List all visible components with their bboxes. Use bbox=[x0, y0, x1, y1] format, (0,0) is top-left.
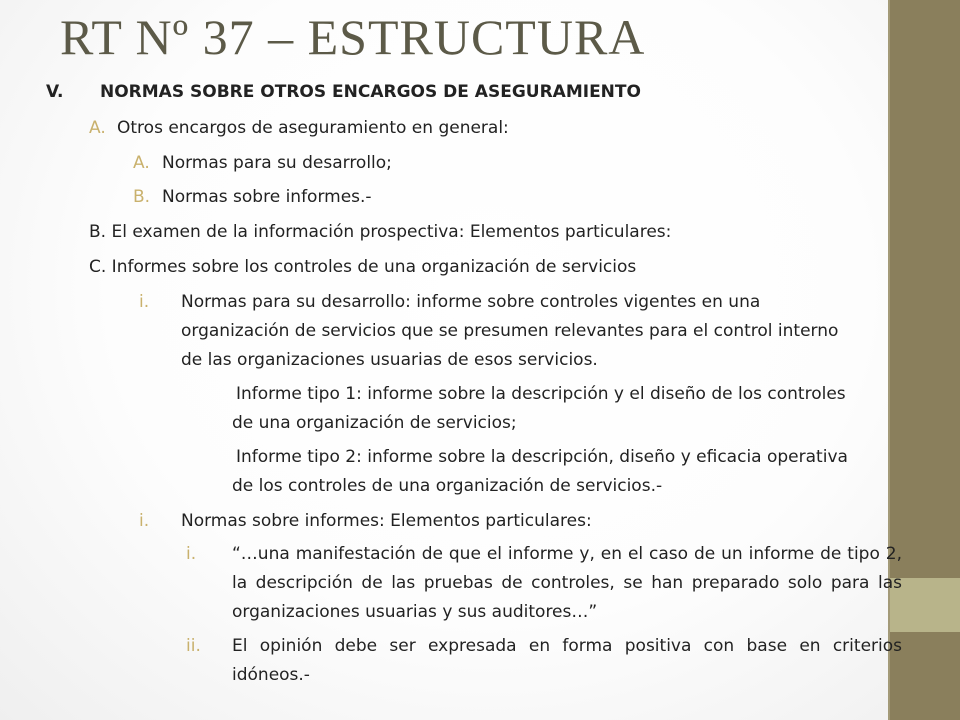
item-c-sub2-text: Normas sobre informes: Elementos particulares: bbox=[181, 511, 592, 531]
point-marker: i. bbox=[186, 544, 197, 564]
point-text: El opinión debe ser expresada en forma positiva con base en criterios idóneos.- bbox=[232, 636, 902, 685]
item-a-sub-marker: A. bbox=[133, 153, 150, 173]
informe-tipo-1: Informe tipo 1: informe sobre la descripción y el diseño de los controles de una organización de servicios; bbox=[232, 384, 846, 433]
slide-title: RT Nº 37 – ESTRUCTURA bbox=[60, 9, 646, 65]
item-c-sub1-text: Normas para su desarrollo: informe sobre controles vigentes en una organización de servicios que se presumen relevantes para el control interno de las organizaciones usuarias de esos servicios. bbox=[181, 292, 839, 370]
section-heading: NORMAS SOBRE OTROS ENCARGOS DE ASEGURAMIENTO bbox=[100, 82, 641, 102]
point-text: “…una manifestación de que el informe y, en el caso de un informe de tipo 2, la descripción de las pruebas de controles, se han preparado solo para las organizaciones usuarias y sus auditores…” bbox=[232, 544, 902, 622]
section-marker: V. bbox=[46, 82, 64, 102]
item-c-sub1-marker: i. bbox=[139, 292, 150, 312]
item-a-text: Otros encargos de aseguramiento en general: bbox=[117, 118, 509, 138]
item-a-sub-text: Normas para su desarrollo; bbox=[162, 153, 392, 173]
item-c-sub2-marker: i. bbox=[139, 511, 150, 531]
point-marker: ii. bbox=[186, 636, 201, 656]
item-a-marker: A. bbox=[89, 118, 106, 138]
item-c-text: C. Informes sobre los controles de una organización de servicios bbox=[89, 257, 637, 277]
item-b-text: B. El examen de la información prospectiva: Elementos particulares: bbox=[89, 222, 672, 242]
item-a-sub-marker: B. bbox=[133, 187, 151, 207]
item-a-sub-text: Normas sobre informes.- bbox=[162, 187, 372, 207]
informe-tipo-2: Informe tipo 2: informe sobre la descripción, diseño y eficacia operativa de los controles de una organización de servicios.- bbox=[232, 447, 848, 496]
